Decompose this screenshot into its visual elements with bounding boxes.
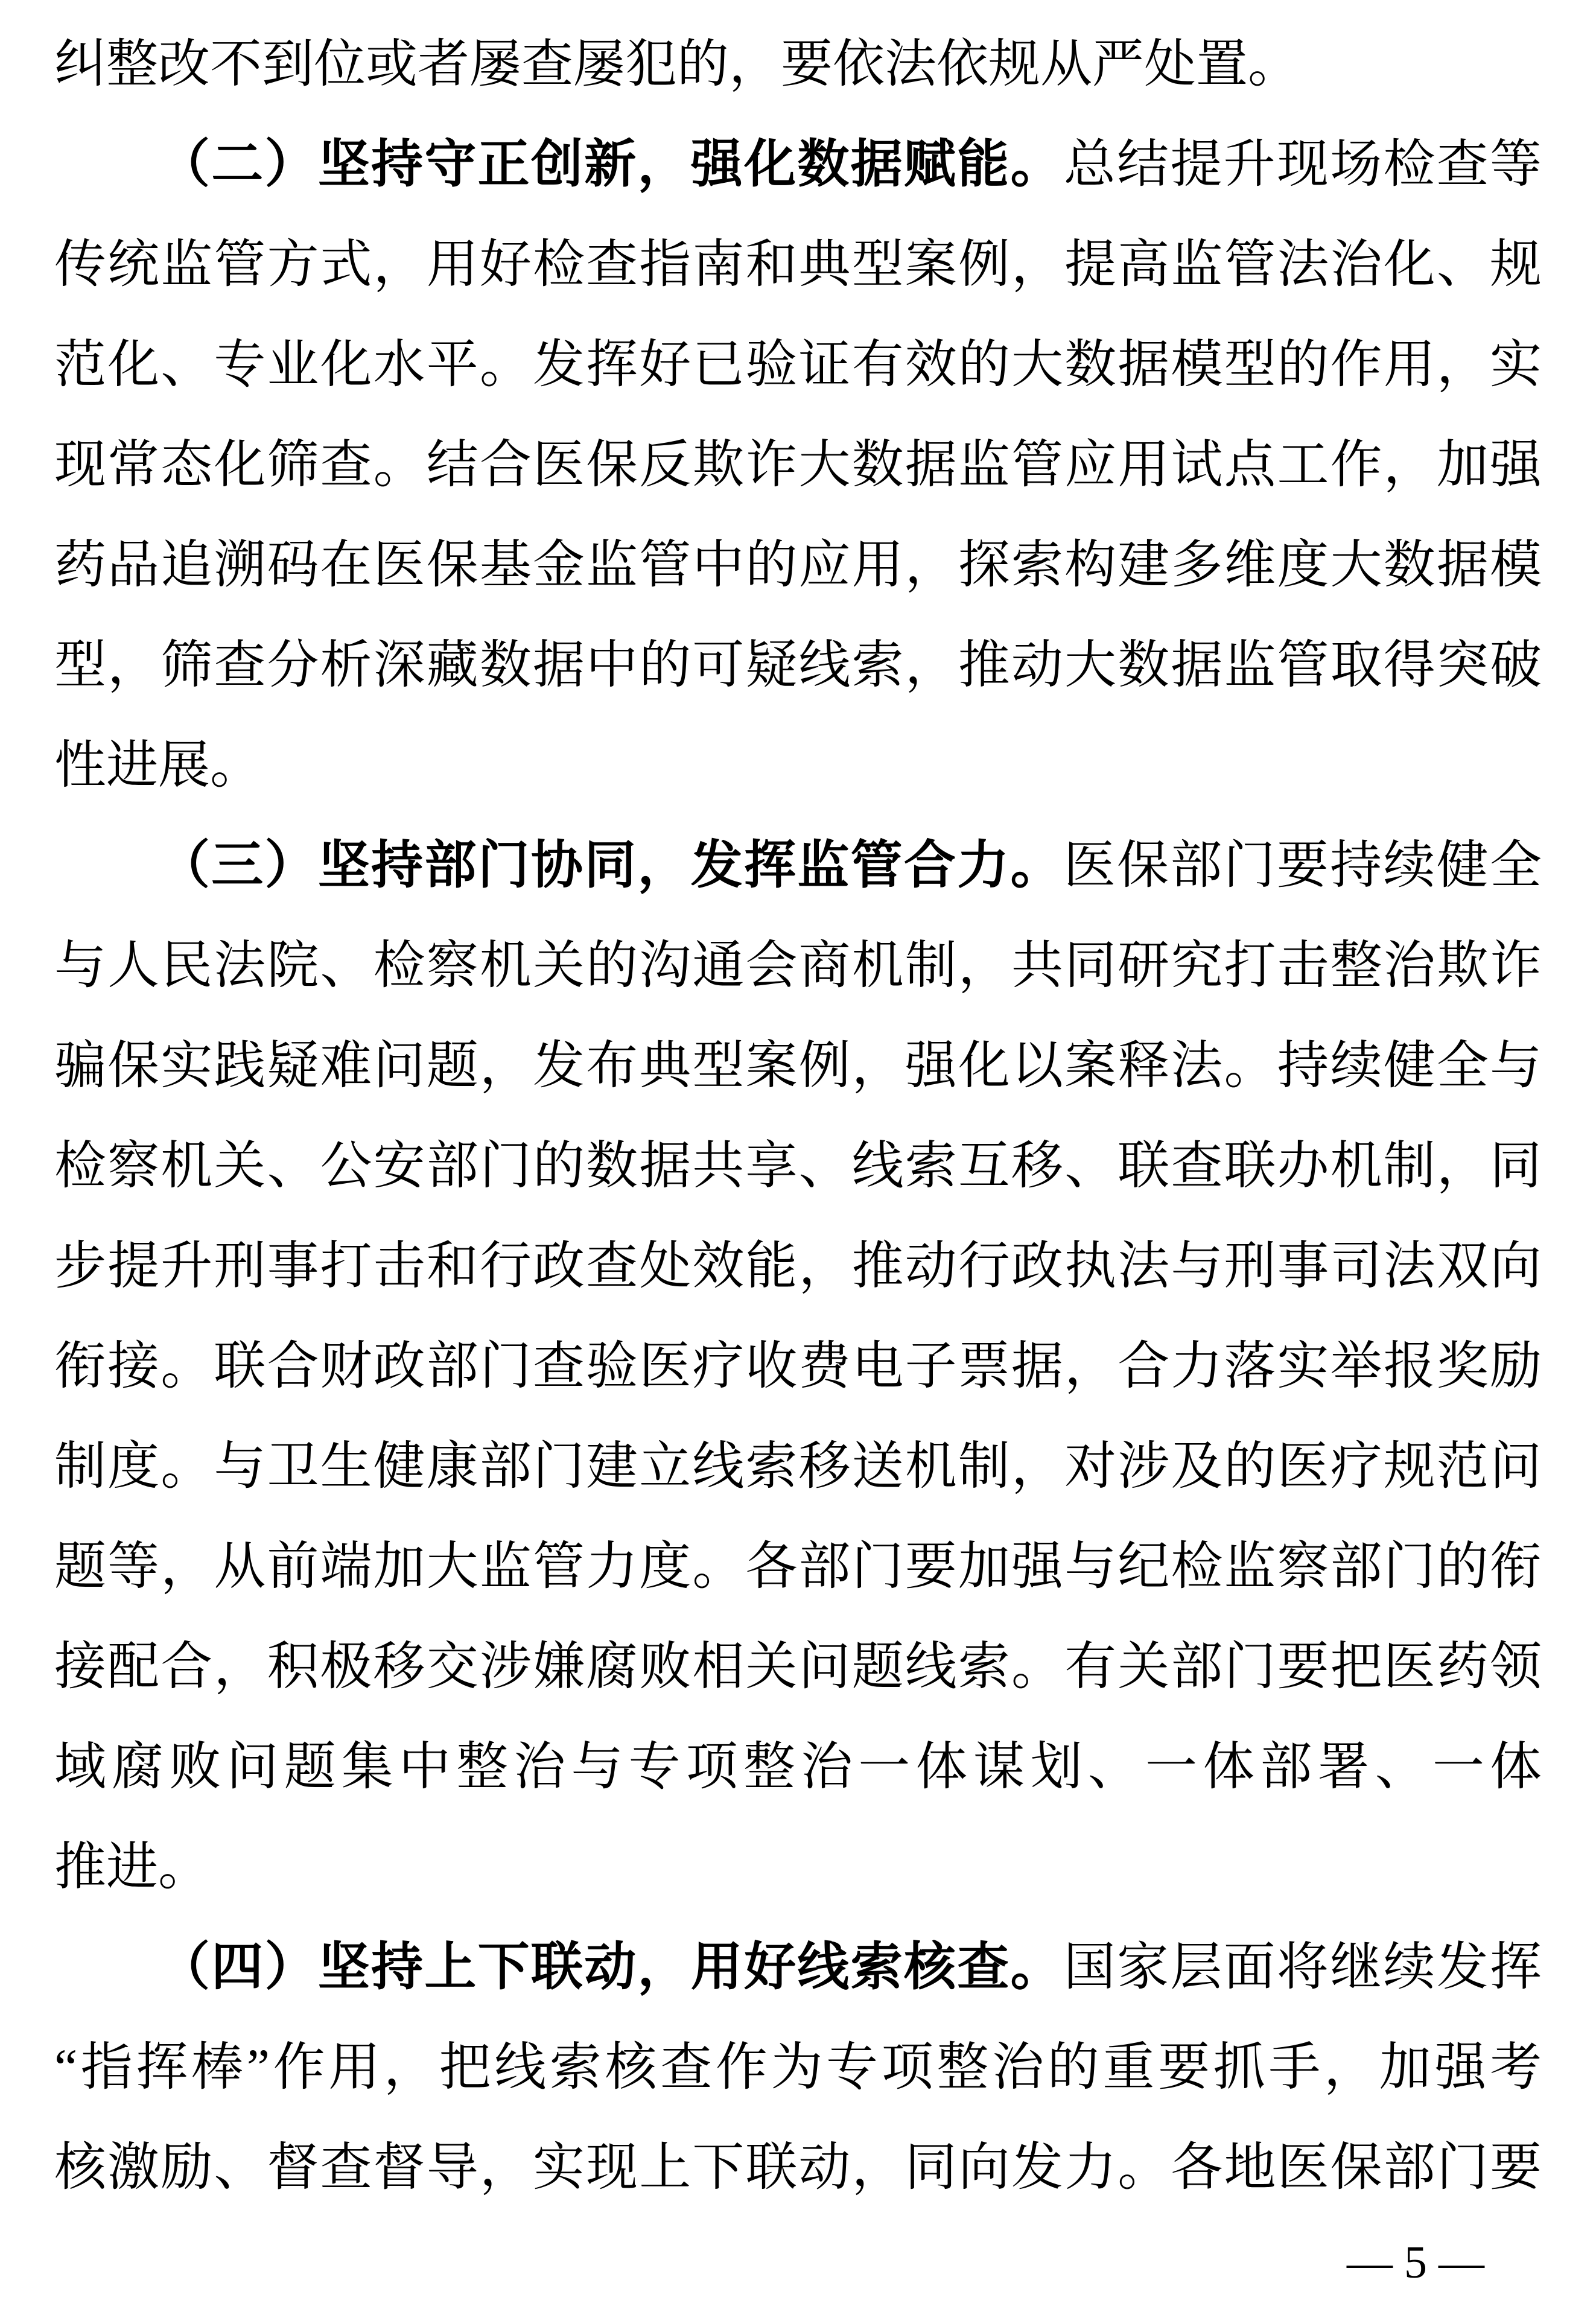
paragraph-text: 型，筛查分析深藏数据中的可疑线索，推动大数据监管取得突破 xyxy=(54,636,1542,694)
text-line xyxy=(54,815,1542,915)
text-line xyxy=(54,414,1542,515)
paragraph-text: 国家层面将继续发挥 xyxy=(1063,1938,1542,1996)
text-line xyxy=(54,1216,1542,1316)
paragraph-text: 骗保实践疑难问题，发布典型案例，强化以案释法。持续健全与 xyxy=(54,1037,1542,1094)
paragraph-text: 药品追溯码在医保基金监管中的应用，探索构建多维度大数据模 xyxy=(54,536,1542,594)
paragraph-text: 性进展。 xyxy=(54,736,262,794)
paragraph-text: 推进。 xyxy=(54,1838,210,1896)
paragraph-text: 题等，从前端加大监管力度。各部门要加强与纪检监察部门的衔 xyxy=(54,1537,1542,1595)
paragraph-text: 步提升刑事打击和行政查处效能，推动行政执法与刑事司法双向 xyxy=(54,1237,1542,1295)
paragraph-text: 纠整改不到位或者屡查屡犯的，要依法依规从严处置。 xyxy=(54,35,1300,93)
paragraph-text: 域腐败问题集中整治与专项整治一体谋划、一体部署、一体 xyxy=(54,1738,1542,1796)
paragraph-text: 现常态化筛查。结合医保反欺诈大数据监管应用试点工作，加强 xyxy=(54,436,1542,494)
text-line xyxy=(54,515,1542,615)
paragraph-heading: （四）坚持上下联动，用好线索核查。 xyxy=(158,1938,1064,1996)
text-line xyxy=(54,1116,1542,1216)
text-line xyxy=(54,2117,1542,2217)
text-line xyxy=(54,715,1542,815)
paragraph-text: “指挥棒”作用，把线索核查作为专项整治的重要抓手，加强考 xyxy=(54,2038,1542,2096)
text-line xyxy=(54,1416,1542,1516)
text-line xyxy=(54,615,1542,715)
text-line xyxy=(54,1316,1542,1416)
text-line xyxy=(54,114,1542,214)
paragraph-text: 制度。与卫生健康部门建立线索移送机制，对涉及的医疗规范问 xyxy=(54,1437,1542,1495)
paragraph-text: 医保部门要持续健全 xyxy=(1063,836,1542,894)
paragraph-text: 衔接。联合财政部门查验医疗收费电子票据，合力落实举报奖励 xyxy=(54,1337,1542,1395)
text-line xyxy=(54,2017,1542,2117)
paragraph-heading: （三）坚持部门协同，发挥监管合力。 xyxy=(158,836,1064,894)
paragraph-text: 核激励、督查督导，实现上下联动，同向发力。各地医保部门要 xyxy=(54,2138,1542,2196)
text-line xyxy=(54,1516,1542,1616)
paragraph-text: 总结提升现场检查等 xyxy=(1063,135,1542,193)
text-line xyxy=(54,1716,1542,1817)
text-line xyxy=(54,314,1542,414)
text-line xyxy=(54,14,1542,114)
page-number: — 5 — xyxy=(1347,2237,1484,2288)
text-line xyxy=(54,1917,1542,2017)
text-line xyxy=(54,1616,1542,1716)
text-line xyxy=(54,915,1542,1015)
paragraph-text: 检察机关、公安部门的数据共享、线索互移、联查联办机制，同 xyxy=(54,1137,1542,1195)
paragraph-heading: （二）坚持守正创新，强化数据赋能。 xyxy=(158,135,1064,193)
paragraph-text: 范化、专业化水平。发挥好已验证有效的大数据模型的作用，实 xyxy=(54,335,1542,393)
text-block xyxy=(54,14,1542,2217)
paragraph-text: 与人民法院、检察机关的沟通会商机制，共同研究打击整治欺诈 xyxy=(54,936,1542,994)
paragraph-text: 接配合，积极移交涉嫌腐败相关问题线索。有关部门要把医药领 xyxy=(54,1637,1542,1695)
text-line xyxy=(54,214,1542,314)
paragraph-text: 传统监管方式，用好检查指南和典型案例，提高监管法治化、规 xyxy=(54,235,1542,293)
text-line xyxy=(54,1015,1542,1116)
text-line xyxy=(54,1817,1542,1917)
